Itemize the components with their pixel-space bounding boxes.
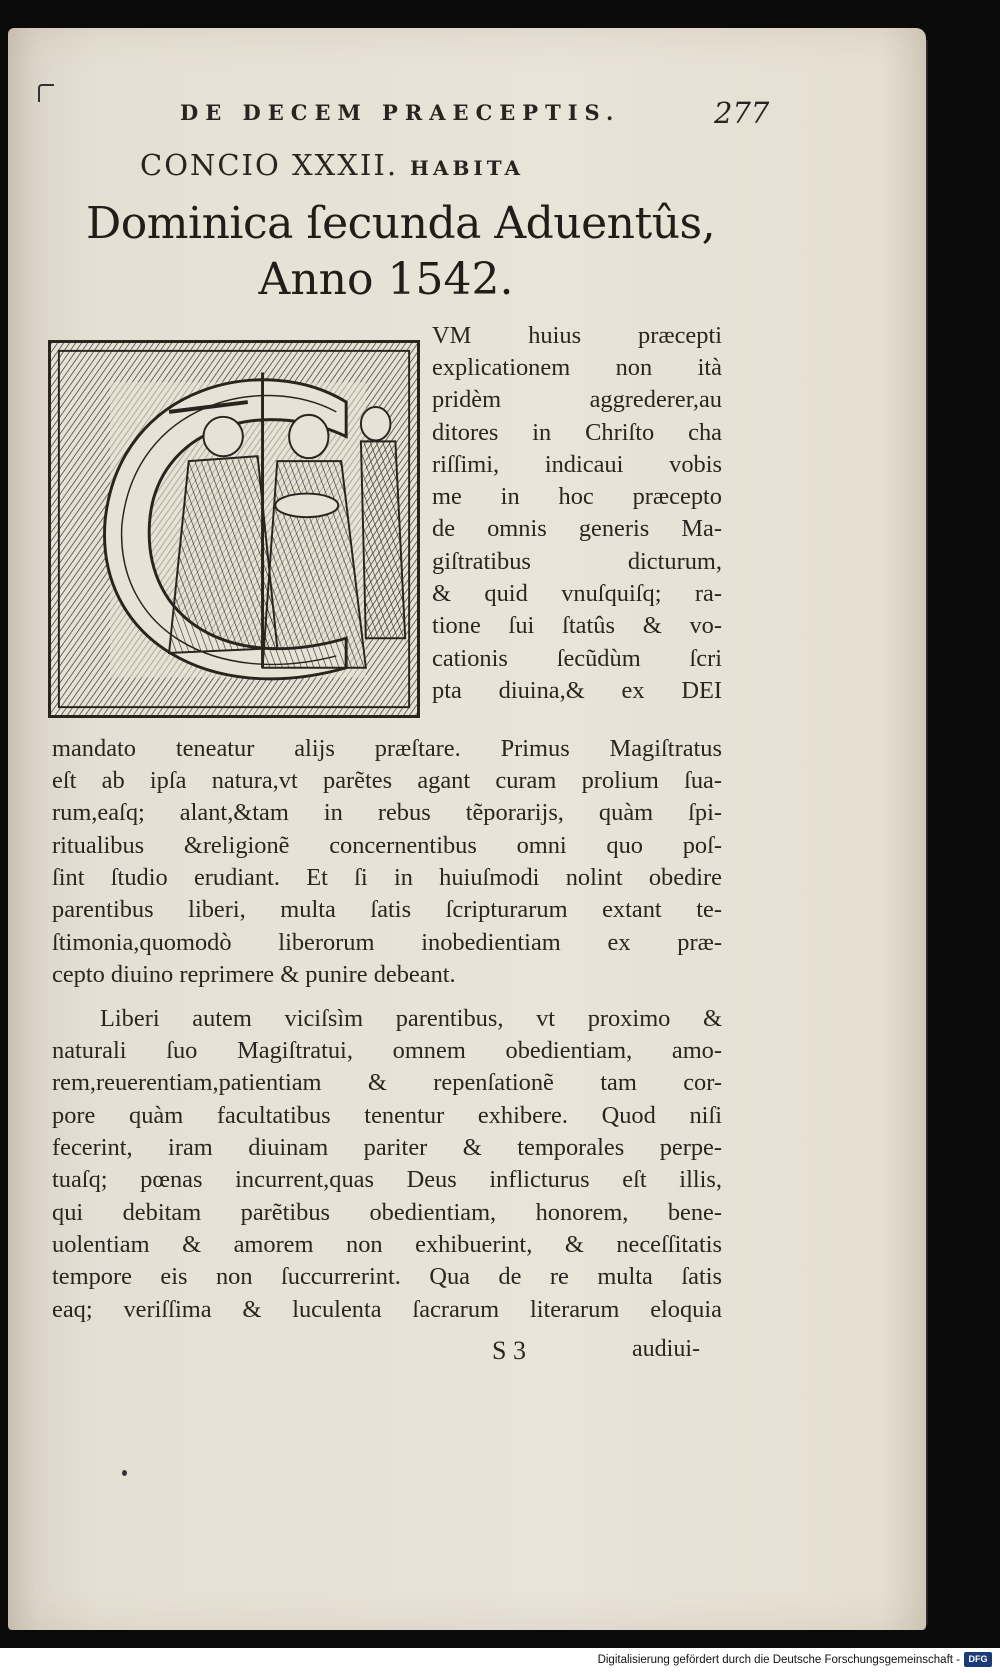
text-line: pta diuina,& ex DEI	[432, 677, 722, 704]
text-line: Liberi autem viciſsìm parentibus, vt proximo &	[100, 1005, 722, 1032]
catchword: audiui-	[632, 1336, 700, 1362]
text-line: de omnis generis Ma-	[432, 515, 722, 542]
text-line: naturali ſuo Magiſtratui, omnem obedientiam, amo-	[52, 1037, 722, 1064]
text-line: giſtratibus dicturum,	[432, 548, 722, 575]
text-line: tione ſui ſtatûs & vo-	[432, 612, 722, 639]
text-line: cationis ſecũdùm ſcri	[432, 645, 722, 672]
text-line: ſint ſtudio erudiant. Et ſi in huiuſmodi nolint obedire	[52, 864, 722, 891]
text-line: ritualibus &religionẽ concernentibus omni quo poſ-	[52, 832, 722, 859]
text-line: & quid vnuſquiſq; ra-	[432, 580, 722, 607]
running-head: DE DECEM PRAECEPTIS.	[180, 100, 621, 125]
text-line: parentibus liberi, multa ſatis ſcripturarum extant te-	[52, 896, 722, 923]
text-line: riſſimi, indicaui vobis	[432, 451, 722, 478]
text-line: eſt ab ipſa natura,vt parẽtes agant curam prolium ſua-	[52, 767, 722, 794]
text-line: ſtimonia,quomodò liberorum inobedientiam ex præ-	[52, 929, 722, 956]
text-line: tuaſq; pœnas incurrent,quas Deus inflicturus eſt illis,	[52, 1166, 722, 1193]
text-line: explicationem non ità	[432, 354, 722, 381]
text-line: mandato teneatur alijs præſtare. Primus Magiſtratus	[52, 735, 722, 762]
dfg-logo-icon: DFG	[964, 1652, 992, 1667]
text-line: uolentiam & amorem non exhibuerint, & neceſſitatis	[52, 1231, 722, 1258]
sermon-year: Anno 1542.	[258, 254, 514, 305]
text-line: pridèm aggrederer,au	[432, 386, 722, 413]
woodcut-initial-c	[48, 340, 420, 718]
text-line: VM huius præcepti	[432, 322, 722, 349]
text-line: rem,reuerentiam,patientiam & repenſationẽ tam cor-	[52, 1069, 722, 1096]
page-number: 277	[714, 96, 770, 130]
text-line: me in hoc præcepto	[432, 483, 722, 510]
sermon-title	[140, 148, 660, 182]
ink-speck	[122, 1470, 127, 1476]
woodcut-illustration	[51, 343, 417, 715]
sermon-occasion: Dominica ſecunda Aduentûs,	[86, 198, 716, 249]
text-line: rum,eaſq; alant,&tam in rebus tẽporarijs, quàm ſpi-	[52, 799, 722, 826]
sermon-number: CONCIO XXXII.	[140, 148, 399, 182]
text-line: tempore eis non ſuccurrerint. Qua de re multa ſatis	[52, 1263, 722, 1290]
corner-mark	[38, 84, 54, 102]
text-line: pore quàm facultatibus tenentur exhibere. Quod niſi	[52, 1102, 722, 1129]
text-line: eaq; veriſſima & luculenta ſacrarum literarum eloquia	[52, 1296, 722, 1323]
text-line: qui debitam parẽtibus obedientiam, honorem, bene-	[52, 1199, 722, 1226]
text-line: ditores in Chriſto cha	[432, 419, 722, 446]
signature-mark: S 3	[492, 1336, 526, 1365]
digitization-credit: Digitalisierung gefördert durch die Deutsche Forschungsgemeinschaft -	[597, 1654, 960, 1666]
sermon-habita: HABITA	[410, 156, 525, 180]
text-line: cepto diuino reprimere & punire debeant.	[52, 961, 456, 988]
text-line: fecerint, iram diuinam pariter & temporales perpe-	[52, 1134, 722, 1161]
